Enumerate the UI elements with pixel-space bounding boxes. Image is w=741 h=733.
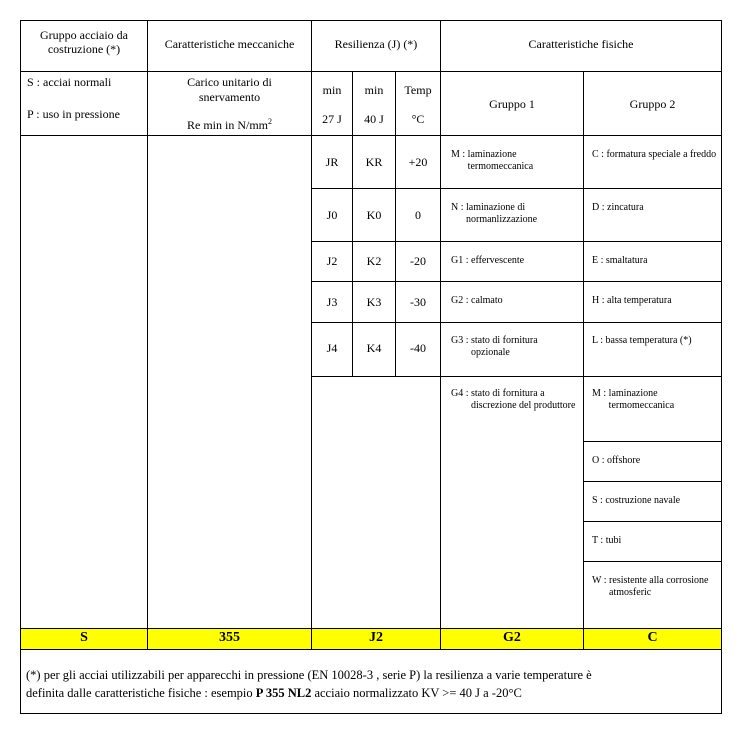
gruppo1-item: G3 : stato di fornitura opzionale: [451, 335, 538, 358]
gruppo2-item: O : offshore: [592, 455, 641, 466]
res-j40: K4: [366, 341, 382, 355]
res-temp: 0: [415, 208, 421, 222]
gruppo2-item: E : smaltatura: [592, 255, 648, 266]
res-j40: KR: [365, 155, 383, 169]
res-temp: -30: [410, 295, 426, 309]
temp-top: Temp: [404, 83, 432, 97]
row-divider: [21, 649, 721, 650]
example-gruppo1: G2: [503, 630, 521, 645]
res-j40: K2: [366, 254, 382, 268]
gruppo1-item: G1 : effervescente: [451, 255, 525, 266]
gruppo2-item: C : formatura speciale a freddo: [592, 149, 717, 160]
example-designation: P 355 NL2: [255, 685, 312, 700]
min-27-top: min: [322, 83, 342, 97]
header-gruppo-acciaio: Gruppo acciaio da costruzione (*): [40, 28, 128, 57]
row-divider: [311, 376, 721, 377]
gruppo2-item: T : tubi: [592, 535, 622, 546]
gruppo-p-label: P : uso in pressione: [27, 107, 120, 121]
gruppo1-item: G2 : calmato: [451, 295, 503, 306]
row-divider: [583, 521, 721, 522]
gruppo2-item: D : zincatura: [592, 202, 644, 213]
gruppo2-heading: Gruppo 2: [629, 97, 676, 111]
footnote-line2: definita dalle caratteristiche fisiche : esempio P 355 NL2 acciaio normalizzato KV >= 40 J a -20°C: [26, 685, 522, 700]
row-divider: [21, 628, 721, 629]
steel-designation-table: [20, 20, 722, 714]
res-temp: +20: [408, 155, 428, 169]
gruppo2-item: L : bassa temperatura (*): [592, 335, 692, 346]
carico-line1: Carico unitario di: [187, 75, 272, 89]
gruppo2-item: W : resistente alla corrosione atmosferic: [592, 575, 709, 598]
carico-line2: snervamento: [198, 90, 261, 104]
min-40-top: min: [364, 83, 384, 97]
row-divider: [311, 188, 721, 189]
res-temp: -20: [410, 254, 426, 268]
carico-unit: Re min in $N/mm^2$: [187, 117, 272, 132]
temp-bottom: °C: [411, 112, 425, 126]
res-j40: K3: [366, 295, 382, 309]
gruppo1-item: G4 : stato di fornitura a discrezione del produttore: [451, 388, 576, 411]
header-caratteristiche-fisiche: Caratteristiche fisiche: [528, 37, 634, 51]
gruppo1-item: N : laminazione di normanlizzazione: [451, 202, 538, 225]
gruppo2-item: M : laminazione termomeccanica: [592, 388, 675, 411]
row-divider: [583, 481, 721, 482]
col-divider: [583, 71, 584, 649]
example-gruppo: S: [80, 630, 88, 645]
row-divider: [583, 561, 721, 562]
res-j27: J0: [326, 208, 338, 222]
gruppo2-item: S : costruzione navale: [592, 495, 681, 506]
gruppo2-item: H : alta temperatura: [592, 295, 672, 306]
header-caratteristiche-meccaniche: Caratteristiche meccaniche: [164, 37, 295, 51]
example-gruppo2: C: [647, 630, 658, 645]
example-resilienza: J2: [369, 630, 383, 645]
res-j40: K0: [366, 208, 382, 222]
row-divider: [21, 71, 721, 72]
row-divider: [311, 241, 721, 242]
min-27-bottom: 27 J: [322, 112, 342, 126]
res-j27: JR: [325, 155, 339, 169]
res-j27: J4: [326, 341, 338, 355]
gruppo1-item: M : laminazione termomeccanica: [451, 149, 534, 172]
min-40-bottom: 40 J: [364, 112, 384, 126]
row-divider: [311, 322, 721, 323]
res-j27: J2: [326, 254, 338, 268]
row-divider: [583, 441, 721, 442]
example-carico: 355: [219, 630, 240, 645]
footnote-line1: (*) per gli acciai utilizzabili per apparecchi in pressione (EN 10028-3 , serie P) la resilienza a varie temperature è: [26, 668, 592, 682]
row-divider: [21, 135, 721, 136]
res-j27: J3: [326, 295, 338, 309]
gruppo1-heading: Gruppo 1: [489, 97, 535, 111]
col-divider: [440, 21, 441, 649]
res-temp: -40: [410, 341, 426, 355]
gruppo-s-label: S : acciai normali: [27, 75, 112, 89]
row-divider: [311, 281, 721, 282]
col-divider: [147, 21, 148, 649]
header-resilienza: Resilienza (J) (*): [334, 37, 418, 51]
footnote: [26, 667, 716, 702]
